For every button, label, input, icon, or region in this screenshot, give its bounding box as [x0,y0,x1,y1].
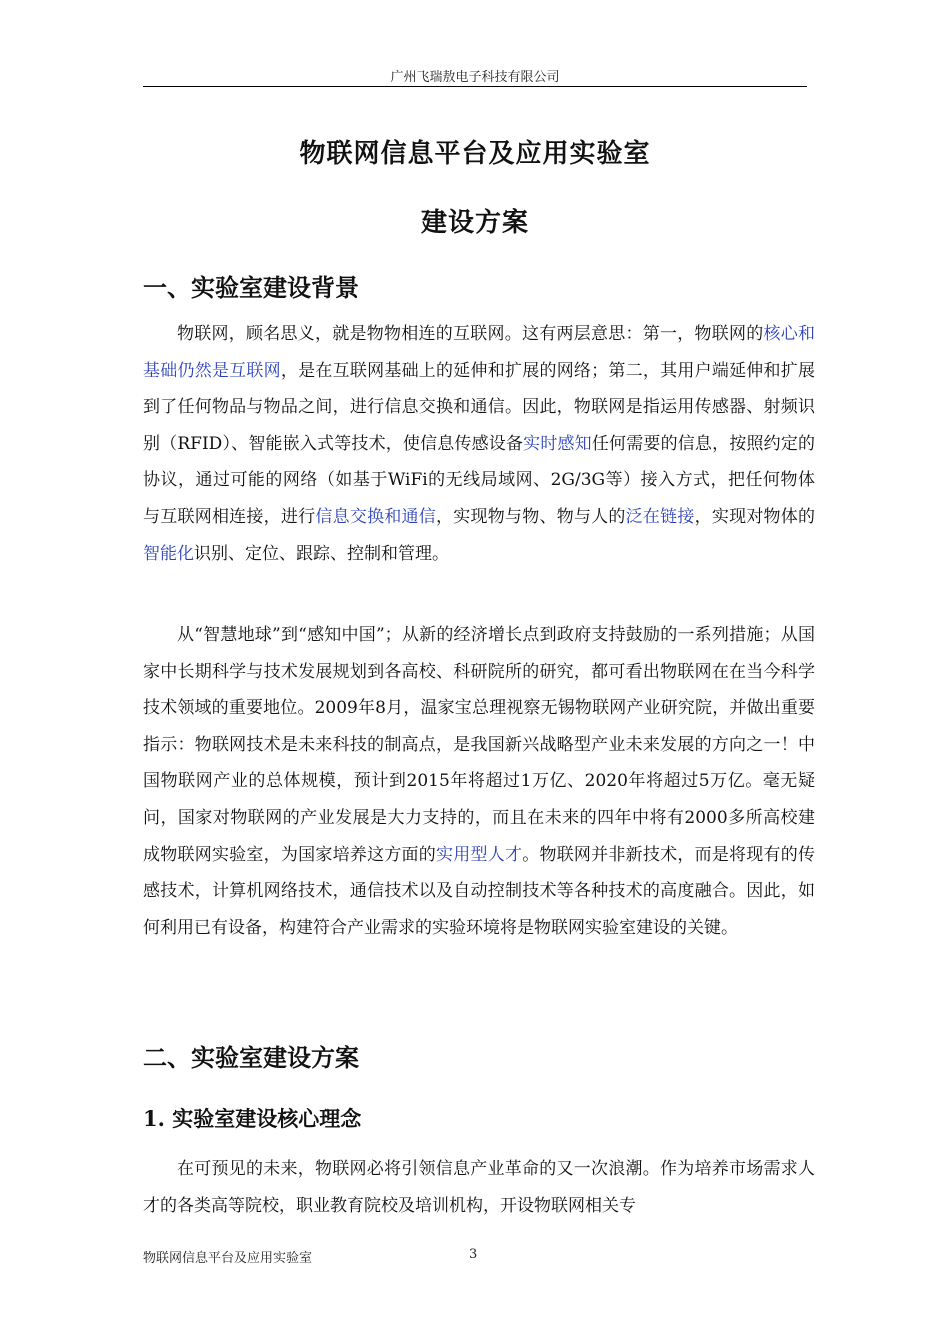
page-footer: 物联网信息平台及应用实验室 [143,1251,313,1266]
para1-highlight1: 核心和基础仍然是互联网 [143,324,815,381]
para1-text5: ，实现对物体的 [694,506,816,527]
page-number: 3 [469,1247,478,1262]
section2-paragraph1: 在可预见的未来，物联网必将引领信息产业革命的又一次浪潮。作为培养市场需求人才的各类高等院校，职业教育院校及培训机构，开设物联网相关专 [143,1159,815,1216]
para1-highlight4: 泛在链接 [625,506,695,527]
para1-highlight2: 实时感知 [523,433,592,454]
section1-paragraph2 [143,617,815,946]
para2-highlight1: 实用型人才 [436,844,523,865]
doc-title-line2: 建设方案 [420,208,529,238]
para2-text2: 。物联网并非新技术，而是将现有的传感技术，计算机网络技术，通信技术以及自动控制技术等各种技术的高度融合。因此，如何利用已有设备，构建符合产业需求的实验环境将是物联网实验室建设的关键。 [143,844,816,938]
section2-heading: 二、实验室建设方案 [143,1043,359,1072]
section1-paragraph1 [143,316,815,572]
section2-subheading: 1. 实验室建设核心理念 [143,1106,362,1131]
header-rule [143,86,807,87]
para1-text1: 物联网，顾名思义，就是物物相连的互联网。这有两层意思：第一，物联网的 [177,324,764,344]
page-header: 广州飞瑞敖电子科技有限公司 [390,70,560,85]
para2-text1: 从“智慧地球”到“感知中国”；从新的经济增长点到政府支持鼓励的一系列措施；从国家中长期科学与技术发展规划到各高校、科研院所的研究，都可看出物联网在在当今科学技术领域的重要地位。2009年8月，温家宝总理视察无锡物联网产业研究院，并做出重要指示：物联网技术是未来科技的制高点，是我国新兴战略型产业未来发展的方向之一！中国物联网产业的总体规模，预计到2015年将超过1万亿、2020年将超过5万亿。毫无疑问，国家对物联网的产业发展是大力支持的，而且在未来的四年中将有2000多所高校建成物联网实验室，为国家培养这方面的 [143,625,815,865]
para1-text2: ，是在互联网基础上的延伸和扩展的网络；第二，其用户端延伸和扩展到了任何物品与物品之间，进行信息交换和通信。因此，物联网是指运用传感器、射频识别（RFID）、智能嵌入式等技术，使信息传感设备 [143,360,816,454]
para1-text6: 识别、定位、跟踪、控制和管理。 [194,543,449,564]
doc-title-line1: 物联网信息平台及应用实验室 [299,139,651,169]
para1-highlight5: 智能化 [143,543,194,564]
para1-text3: 任何需要的信息，按照约定的协议，通过可能的网络（如基于WiFi的无线局域网、2G/3G等）接入方式，把任何物体与互联网相连接，进行 [143,433,815,527]
para1-text4: ，实现物与物、物与人的 [436,506,626,527]
section1-heading: 一、实验室建设背景 [143,273,359,302]
para1-highlight3: 信息交换和通信 [315,506,437,527]
